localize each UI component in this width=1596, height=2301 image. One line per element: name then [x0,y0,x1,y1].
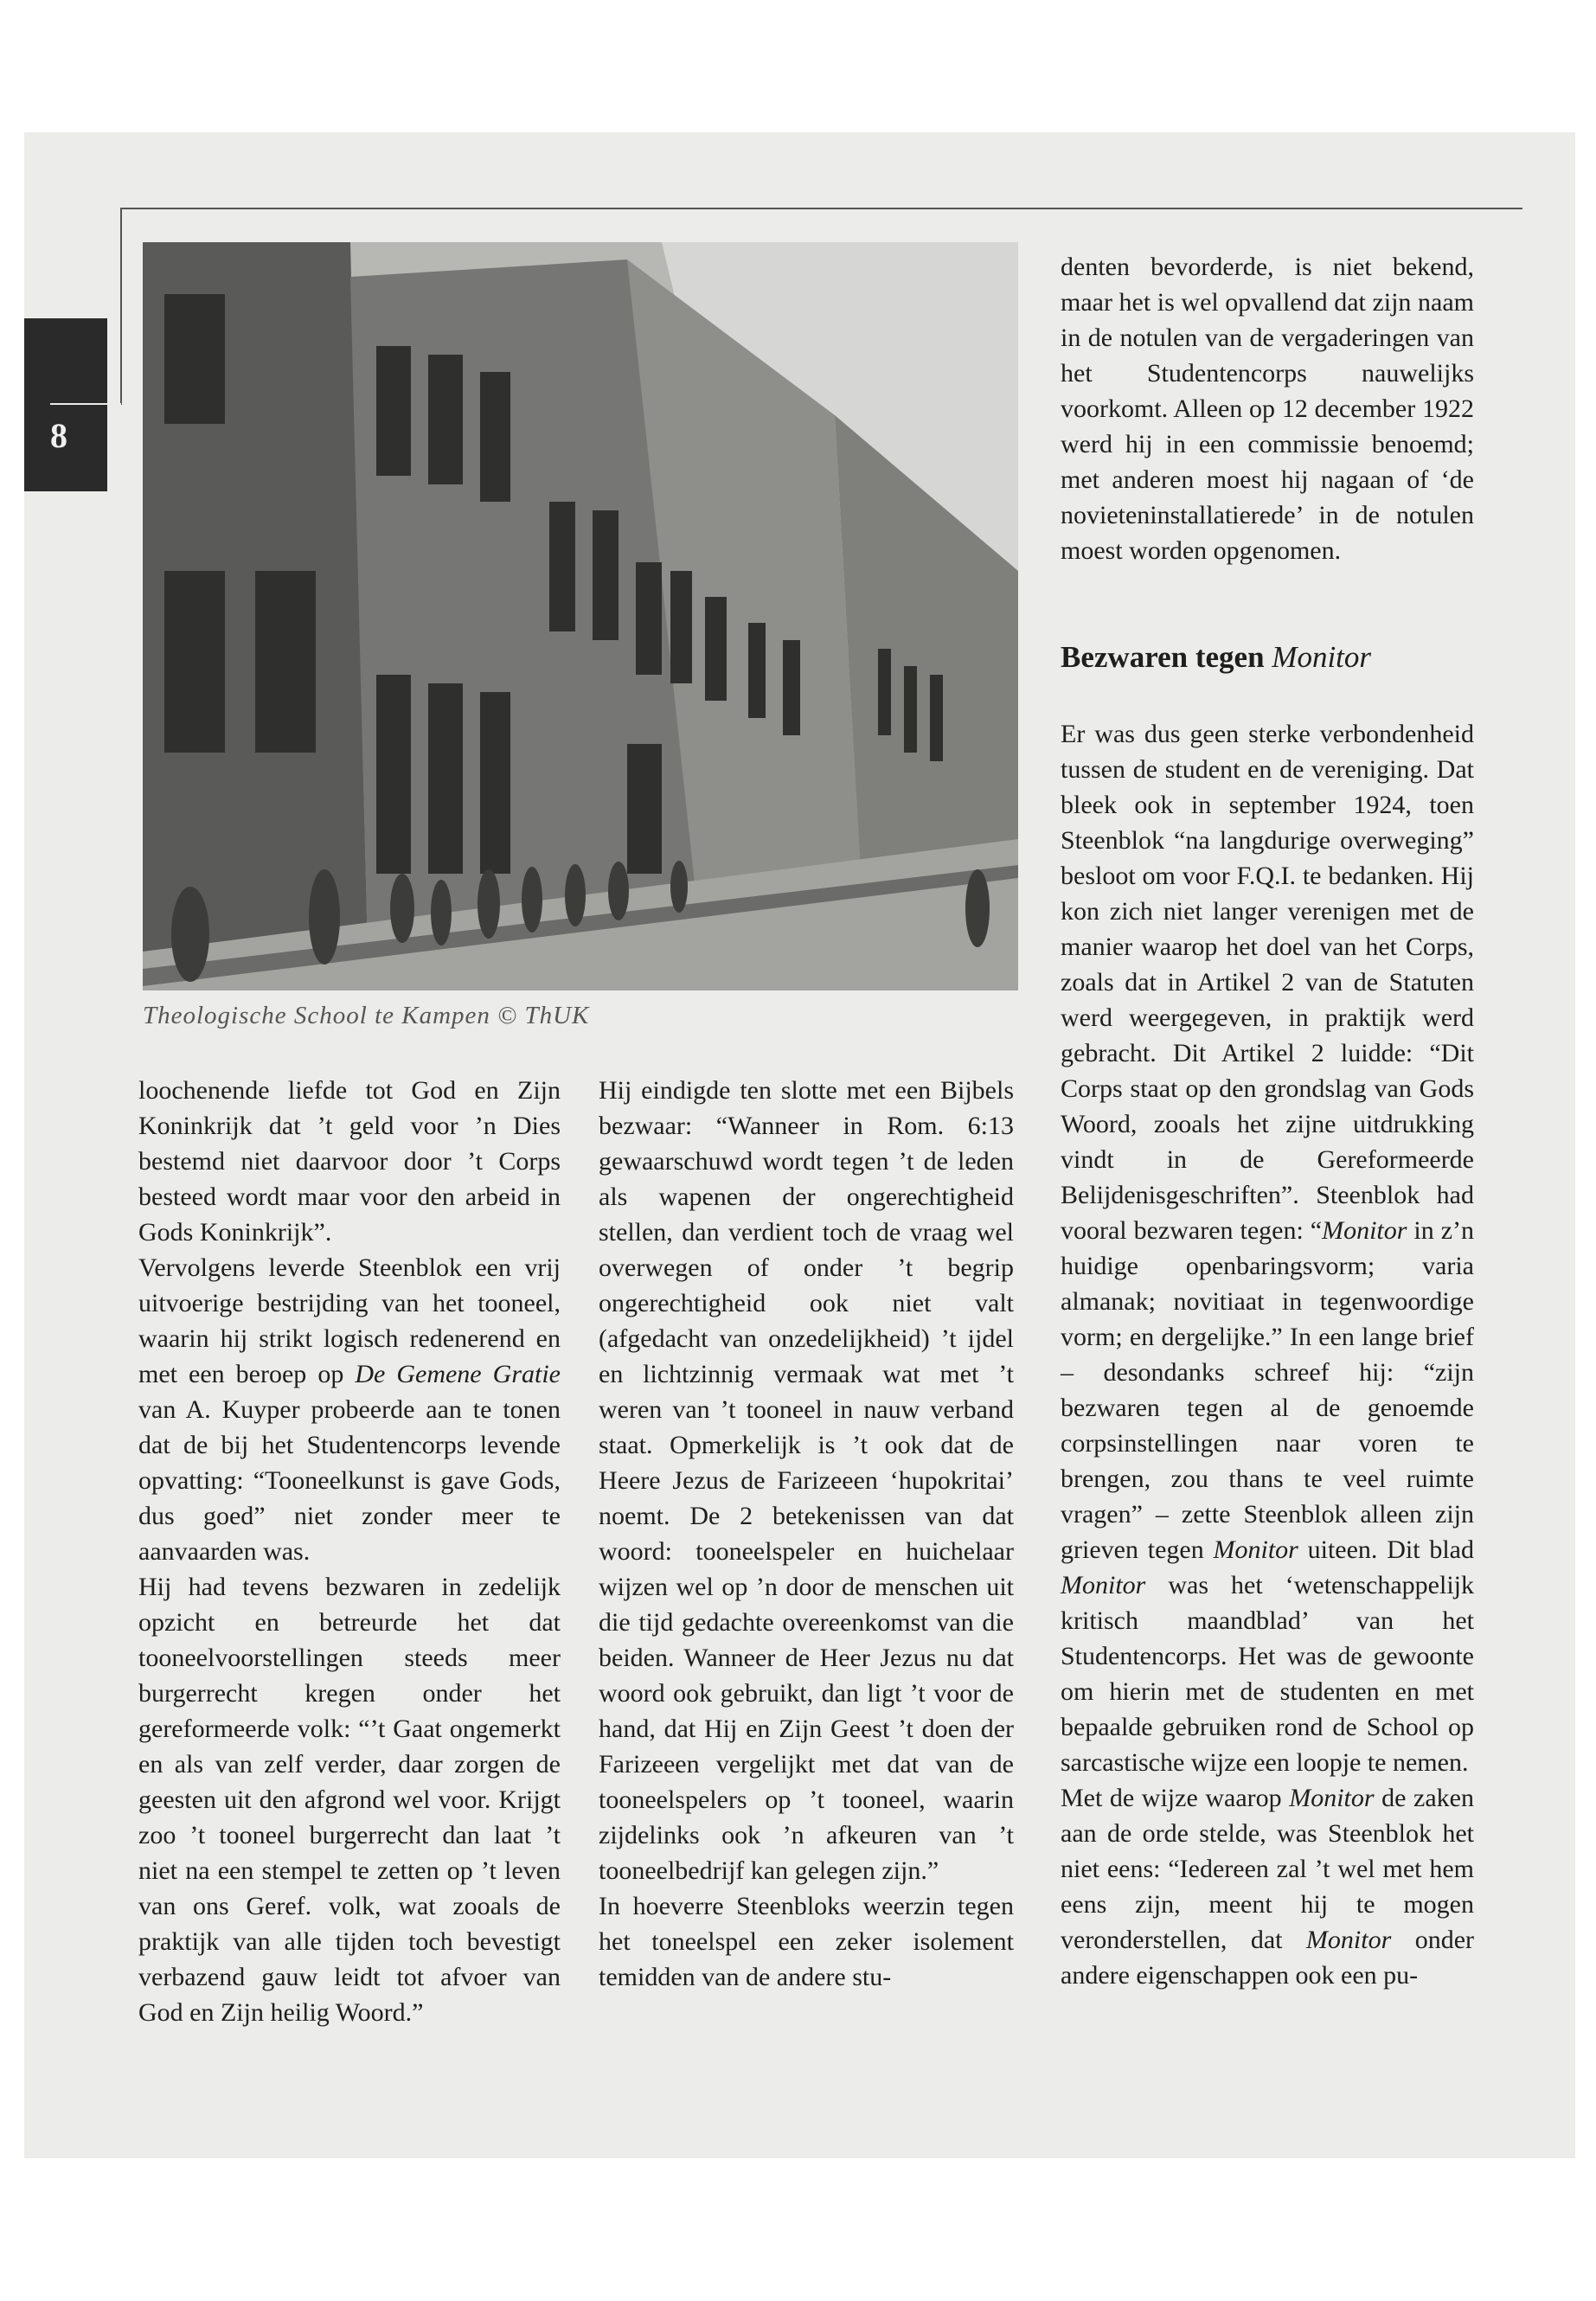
street-photo [143,242,1018,990]
tab-rule [50,403,121,405]
paragraph: Hij had tevens bezwaren in zedelijk opzicht en betreurde het dat tooneelvoorstellingen steeds meer burgerrecht kregen onder het gereformeerde volk: “’t Gaat ongemerkt en als van zelf verder, daar zorgen de geesten uit den afgrond wel voor. Krijgt zoo ’t tooneel burgerrecht dan laat ’t niet na een stempel te zetten op ’t leven van ons Geref. volk, wat zooals de praktijk van alle tijden toch bevestigt verbazend gauw leidt tot afvoer van God en Zijn heilig Woord.” [138,1573,561,2027]
corner-rule [120,208,122,405]
paragraph: Er was dus geen sterke verbondenheid tussen de student en de vereniging. Dat bleek ook in september 1924, toen Steenblok “na langdurige overweging” besloot om voor F.Q.I. te bedanken. Hij kon zich niet langer verenigen met de manier waarop het doel van het Corps, zoals dat in Artikel 2 van de Statuten werd weergegeven, in praktijk werd gebracht. Dit Artikel 2 luidde: “Dit Corps staat op den grondslag van Gods Woord, zooals het zijne uitdrukking vindt in de Gereformeerde Belijdenisgeschriften”. Steenblok had vooral bezwaren tegen: “Monitor in z’n huidige openbaringsvorm; varia almanak; novitiaat in tegenwoordige vorm; en dergelijke.” In een lange brief – desondanks schreef hij: “zijn bezwaren tegen al de genoemde corpsinstellingen naar voren te brengen, zou thans te veel ruimte vragen” – zette Steenblok alleen zijn grieven tegen Monitor uiteen. Dit blad Monitor was het ‘wetenschappelijk kritisch maandblad’ van het Studentencorps. Het was de gewoonte om hierin met de studenten en met bepaalde gebruiken rond de School op sarcastische wijze een loopje te nemen. [1061,720,1474,1777]
photo-caption: Theologische School te Kampen © ThUK [143,1002,590,1029]
paragraph: loochenende liefde tot God en Zijn Koninkrijk dat ’t geld voor ’n Dies bestemd niet daarvoor door ’t Corps besteed wordt maar voor den arbeid in Gods Koninkrijk”. [138,1076,561,1247]
paragraph: Hij eindigde ten slotte met een Bijbels bezwaar: “Wanneer in Rom. 6:13 gewaarschuwd wordt tegen ’t de leden als wapenen der ongerechtigheid stellen, dan verdient toch de vraag wel overwegen of onder ’t begrip ongerechtigheid ook niet valt (afgedacht van onzedelijkheid) ’t ijdel en lichtzinnig vermaak wat met ’t weren van ’t tooneel in nauw verband staat. Opmerkelijk is ’t ook dat de Heere Jezus de Farizeeen ‘hupokritai’ noemt. De 2 betekenissen van dat woord: tooneelspeler en huichelaar wijzen wel op ’n door de menschen uit die tijd gedachte overeenkomst van die beiden. Wanneer de Heer Jezus nu dat woord ook gebruikt, dan ligt ’t voor de hand, dat Hij en Zijn Geest ’t doen der Farizeeen vergelijkt met dat van de tooneelspelers op ’t tooneel, waarin zijdelinks ook ’n afkeuren van ’t tooneelbedrijf kan gelegen zijn.” [599,1076,1014,1885]
page-number: 8 [50,416,67,455]
text-column-1 [138,1073,561,2030]
text-column-3-intro [1061,249,1474,568]
paragraph: In hoeverre Steenbloks weerzin tegen het toneelspel een zeker isolement temidden van de andere stu- [599,1892,1014,1991]
text-column-2 [599,1073,1014,1995]
paragraph: Met de wijze waarop Monitor de zaken aan de orde stelde, was Steenblok het niet eens: “Iedereen zal ’t wel met hem eens zijn, meent hij te mogen veronderstellen, dat Monitor onder andere eigenschappen ook een pu- [1061,1784,1474,1990]
text-column-3-body [1061,716,1474,1993]
header-rule [121,208,1522,209]
page-number-tab [24,318,107,491]
paragraph: denten bevorderde, is niet bekend, maar het is wel opvallend dat zijn naam in de notulen van de vergaderingen van het Studentencorps nauwelijks voorkomt. Alleen op 12 december 1922 werd hij in een commissie benoemd; met anderen moest hij nagaan of ‘de novieteninstallatierede’ in de notulen moest worden opgenomen. [1061,253,1474,565]
paragraph: Vervolgens leverde Steenblok een vrij uitvoerige bestrijding van het tooneel, waarin hij strikt logisch redenerend en met een beroep op De Gemene Gratie van A. Kuyper probeerde aan te tonen dat de bij het Studentencorps levende opvatting: “Tooneelkunst is gave Gods, dus goed” niet zonder meer te aanvaarden was. [138,1253,561,1566]
section-heading: Bezwaren tegen Monitor [1061,640,1372,674]
